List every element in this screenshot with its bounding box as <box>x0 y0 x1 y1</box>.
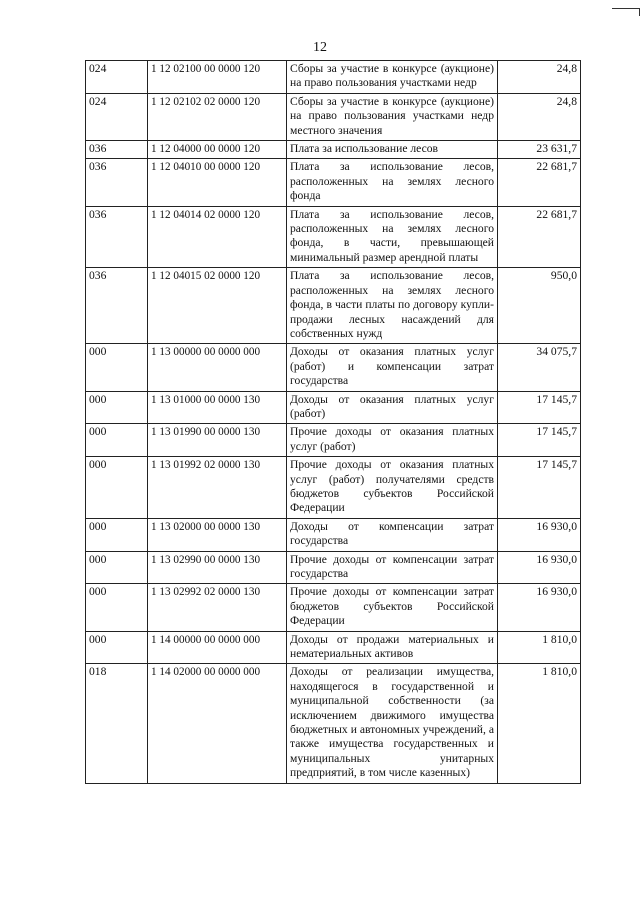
admin-code-cell: 000 <box>86 551 148 584</box>
budget-code-cell: 1 12 04015 02 0000 120 <box>148 268 287 344</box>
budget-code-cell: 1 14 02000 00 0000 000 <box>148 664 287 783</box>
table-row <box>86 159 581 206</box>
budget-code-cell: 1 13 00000 00 0000 000 <box>148 344 287 391</box>
admin-code-cell: 000 <box>86 344 148 391</box>
amount-cell: 1 810,0 <box>498 631 581 664</box>
table-row <box>86 93 581 140</box>
amount-cell: 34 075,7 <box>498 344 581 391</box>
revenue-name-cell: Сборы за участие в конкурсе (аукционе) на право пользования участками недр местного значения <box>287 93 498 140</box>
amount-cell: 22 681,7 <box>498 206 581 268</box>
revenue-name-cell: Плата за использование лесов, расположенных на землях лесного фонда, в части, превышающей минимальный размер арендной платы <box>287 206 498 268</box>
admin-code-cell: 000 <box>86 631 148 664</box>
budget-code-cell: 1 12 04010 00 0000 120 <box>148 159 287 206</box>
budget-code-cell: 1 12 02102 02 0000 120 <box>148 93 287 140</box>
table-row <box>86 664 581 783</box>
admin-code-cell: 000 <box>86 391 148 424</box>
admin-code-cell: 036 <box>86 141 148 159</box>
corner-mark <box>600 0 640 16</box>
amount-cell: 16 930,0 <box>498 584 581 631</box>
budget-code-cell: 1 13 02000 00 0000 130 <box>148 518 287 551</box>
admin-code-cell: 024 <box>86 93 148 140</box>
budget-code-cell: 1 13 02992 02 0000 130 <box>148 584 287 631</box>
revenue-name-cell: Плата за использование лесов <box>287 141 498 159</box>
revenue-name-cell: Доходы от оказания платных услуг (работ) <box>287 391 498 424</box>
amount-cell: 22 681,7 <box>498 159 581 206</box>
amount-cell: 17 145,7 <box>498 391 581 424</box>
amount-cell: 17 145,7 <box>498 457 581 519</box>
table-row <box>86 206 581 268</box>
admin-code-cell: 024 <box>86 61 148 94</box>
table-row <box>86 518 581 551</box>
table-row <box>86 584 581 631</box>
amount-cell: 16 930,0 <box>498 518 581 551</box>
admin-code-cell: 000 <box>86 457 148 519</box>
budget-code-cell: 1 12 04000 00 0000 120 <box>148 141 287 159</box>
table-row <box>86 391 581 424</box>
table-row <box>86 551 581 584</box>
amount-cell: 24,8 <box>498 61 581 94</box>
revenue-table <box>85 60 581 784</box>
amount-cell: 23 631,7 <box>498 141 581 159</box>
admin-code-cell: 018 <box>86 664 148 783</box>
budget-code-cell: 1 13 02990 00 0000 130 <box>148 551 287 584</box>
revenue-name-cell: Прочие доходы от оказания платных услуг (работ) получателями средств бюджетов субъектов Российской Федерации <box>287 457 498 519</box>
revenue-name-cell: Плата за использование лесов, расположенных на землях лесного фонда <box>287 159 498 206</box>
table-row <box>86 61 581 94</box>
revenue-name-cell: Прочие доходы от компенсации затрат бюджетов субъектов Российской Федерации <box>287 584 498 631</box>
budget-code-cell: 1 13 01990 00 0000 130 <box>148 424 287 457</box>
revenue-name-cell: Доходы от компенсации затрат государства <box>287 518 498 551</box>
admin-code-cell: 000 <box>86 424 148 457</box>
table-row <box>86 424 581 457</box>
revenue-name-cell: Доходы от реализации имущества, находящегося в государственной и муниципальной собственности (за исключением движимого имущества бюджетных и автономных учреждений, а также имущества государственных и муниципальных унитарных предприятий, в том числе казенных) <box>287 664 498 783</box>
revenue-table-body <box>86 61 581 784</box>
revenue-name-cell: Плата за использование лесов, расположенных на землях лесного фонда, в части платы по договору купли-продажи лесных насаждений для собственных нужд <box>287 268 498 344</box>
amount-cell: 16 930,0 <box>498 551 581 584</box>
revenue-name-cell: Прочие доходы от компенсации затрат государства <box>287 551 498 584</box>
budget-code-cell: 1 12 04014 02 0000 120 <box>148 206 287 268</box>
revenue-name-cell: Доходы от оказания платных услуг (работ) и компенсации затрат государства <box>287 344 498 391</box>
revenue-name-cell: Прочие доходы от оказания платных услуг (работ) <box>287 424 498 457</box>
amount-cell: 17 145,7 <box>498 424 581 457</box>
admin-code-cell: 000 <box>86 584 148 631</box>
page-number: 12 <box>313 40 327 55</box>
budget-code-cell: 1 13 01992 02 0000 130 <box>148 457 287 519</box>
table-row <box>86 141 581 159</box>
amount-cell: 24,8 <box>498 93 581 140</box>
table-row <box>86 344 581 391</box>
table-row <box>86 457 581 519</box>
admin-code-cell: 036 <box>86 159 148 206</box>
budget-code-cell: 1 14 00000 00 0000 000 <box>148 631 287 664</box>
budget-code-cell: 1 12 02100 00 0000 120 <box>148 61 287 94</box>
revenue-name-cell: Сборы за участие в конкурсе (аукционе) на право пользования участками недр <box>287 61 498 94</box>
admin-code-cell: 000 <box>86 518 148 551</box>
admin-code-cell: 036 <box>86 268 148 344</box>
table-row <box>86 631 581 664</box>
amount-cell: 950,0 <box>498 268 581 344</box>
admin-code-cell: 036 <box>86 206 148 268</box>
table-row <box>86 268 581 344</box>
amount-cell: 1 810,0 <box>498 664 581 783</box>
budget-code-cell: 1 13 01000 00 0000 130 <box>148 391 287 424</box>
revenue-name-cell: Доходы от продажи материальных и нематериальных активов <box>287 631 498 664</box>
